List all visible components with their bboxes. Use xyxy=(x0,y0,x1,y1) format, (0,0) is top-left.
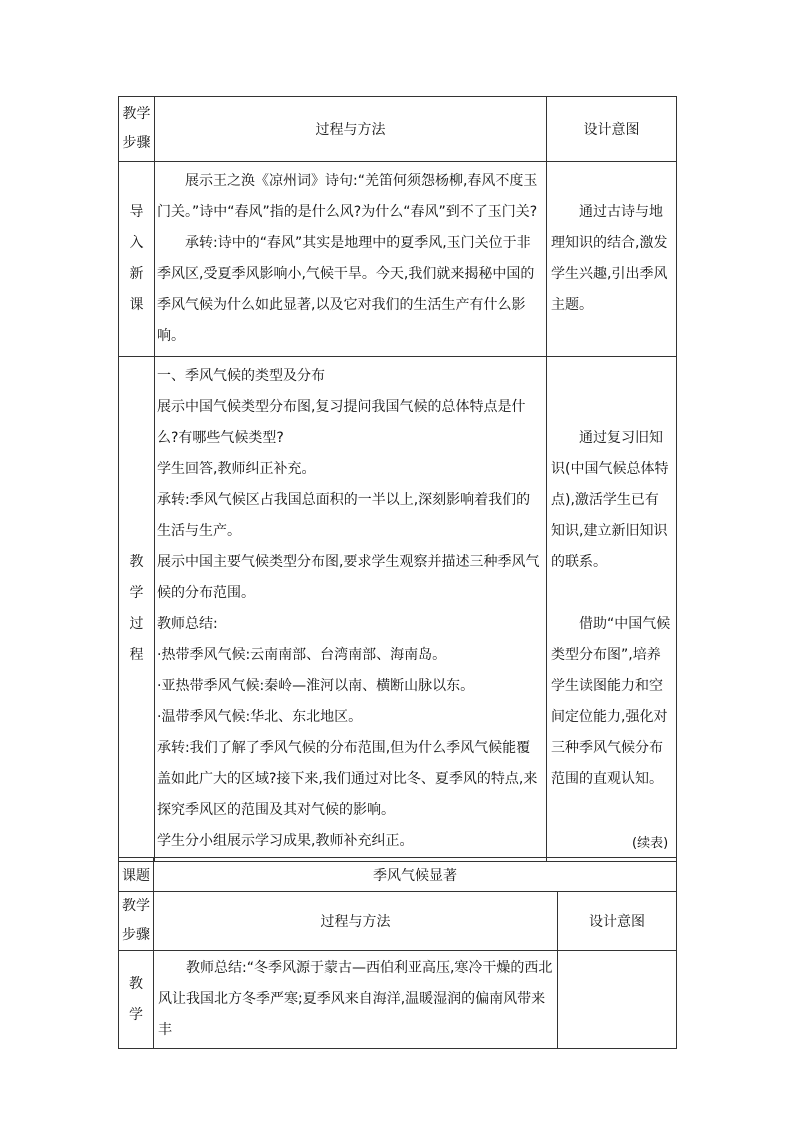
teaching-line: 展示中国气候类型分布图,复习提问我国气候的总体特点是什么?有哪些气候类型? xyxy=(157,399,526,446)
teaching-design: 通过复习旧知识(中国气候总体特点),激活学生已有知识,建立新旧知识的联系。 借助“中国气候类型分布图”,培养学生读图能力和空间定位能力,强化对三种季风气候分布范围的直观认知。 xyxy=(547,357,677,862)
topic-row xyxy=(119,858,677,892)
teaching-line: 学生回答,教师纠正补充。 xyxy=(157,461,316,477)
topic-label: 课题 xyxy=(119,858,154,892)
lesson-table xyxy=(118,96,677,862)
design-cell xyxy=(558,951,677,1049)
teaching-line: 教师总结: xyxy=(157,616,218,632)
topic-title: 季风气候显著 xyxy=(154,858,677,892)
teaching-line: ·热带季风气候:云南南部、台湾南部、海南岛。 xyxy=(157,647,447,663)
teaching-line: ·温带季风气候:华北、东北地区。 xyxy=(157,709,363,725)
table-row-teaching xyxy=(119,951,677,1049)
step-header: 教学 步骤 xyxy=(119,892,154,951)
intro-content xyxy=(155,162,547,357)
table-header-row xyxy=(119,97,677,162)
design-header: 设计意图 xyxy=(558,892,677,951)
process-header: 过程与方法 xyxy=(155,97,547,162)
teaching-label: 教 学 xyxy=(119,951,154,1049)
process-header: 过程与方法 xyxy=(154,892,558,951)
design-header: 设计意图 xyxy=(547,97,677,162)
step-header: 教学 步骤 xyxy=(119,97,155,162)
table-row-intro xyxy=(119,162,677,357)
teaching-content: 教师总结:“冬季风源于蒙古—西伯利亚高压,寒冷干燥的西北风让我国北方冬季严寒;夏季风来自海洋,温暖湿润的偏南风带来丰 xyxy=(154,951,558,1049)
teaching-content xyxy=(155,357,547,862)
teaching-line: 承转:季风气候区占我国总面积的一半以上,深刻影响着我们的生活与生产。 xyxy=(157,492,531,539)
intro-paragraph: 承转:诗中的“春风”其实是地理中的夏季风,玉门关位于非季风区,受夏季风影响小,气候干旱。今天,我们就来揭秘中国的季风气候为什么如此显著,以及它对我们的生活生产有什么影响。 xyxy=(157,235,535,344)
table-header-row xyxy=(119,892,677,951)
intro-paragraph: 展示王之涣《凉州词》诗句:“羌笛何须怨杨柳,春风不度玉门关。”诗中“春风”指的是什么风?为什么“春风”到不了玉门关? xyxy=(157,173,538,220)
teaching-line: 承转:我们了解了季风气候的分布范围,但为什么季风气候能覆盖如此广大的区域?接下来,我们通过对比冬、夏季风的特点,来探究季风区的范围及其对气候的影响。 xyxy=(157,740,538,818)
teaching-line: 学生分小组展示学习成果,教师补充纠正。 xyxy=(157,833,414,849)
teaching-label: 教 学 过 程 xyxy=(119,357,155,862)
intro-label: 导 入 新 课 xyxy=(119,162,155,357)
intro-design: 通过古诗与地理知识的结合,激发学生兴趣,引出季风主题。 xyxy=(547,162,677,357)
continued-label: (续表) xyxy=(632,836,669,851)
teaching-line: ·亚热带季风气候:秦岭—淮河以南、横断山脉以东。 xyxy=(157,678,475,694)
lesson-table-continued xyxy=(118,857,677,1049)
teaching-line: 展示中国主要气候类型分布图,要求学生观察并描述三种季风气候的分布范围。 xyxy=(157,554,540,601)
teaching-line: 一、季风气候的类型及分布 xyxy=(157,368,325,384)
table-row-teaching xyxy=(119,357,677,862)
